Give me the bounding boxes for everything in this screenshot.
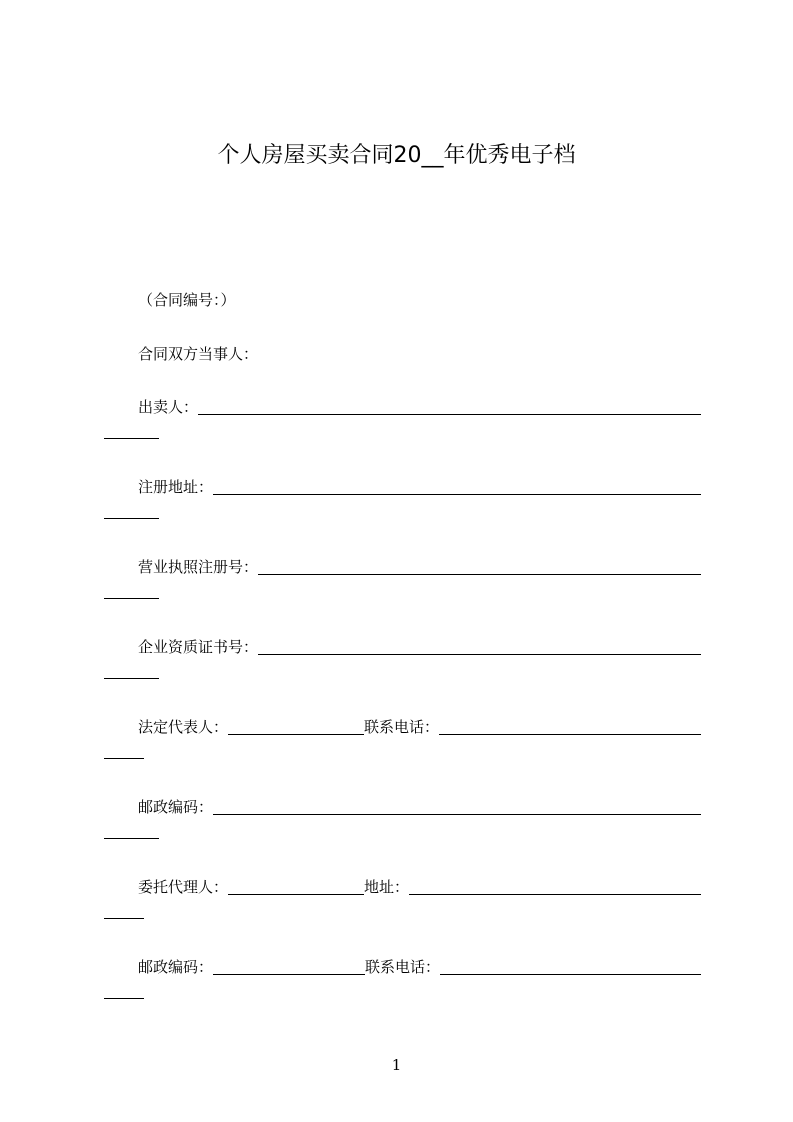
legal-rep-row xyxy=(138,717,701,737)
qualification-blank-continued[interactable] xyxy=(104,678,159,679)
reg-address-blank[interactable] xyxy=(213,478,701,495)
seller-row xyxy=(138,397,701,417)
postcode-label: 邮政编码： xyxy=(138,798,214,816)
legal-rep-label: 法定代表人： xyxy=(138,718,229,736)
agent-blank[interactable] xyxy=(228,878,364,895)
address-label: 地址： xyxy=(364,878,410,896)
agent-row xyxy=(138,877,701,897)
postcode-blank-continued[interactable] xyxy=(104,838,159,839)
phone-label: 联系电话： xyxy=(364,718,440,736)
contract-number-label: （合同编号：） xyxy=(138,291,236,309)
page-number: 1 xyxy=(391,1056,402,1074)
qualification-blank[interactable] xyxy=(258,638,701,655)
phone2-blank-continued[interactable] xyxy=(104,998,144,999)
license-blank-continued[interactable] xyxy=(104,598,159,599)
license-blank[interactable] xyxy=(258,558,701,575)
seller-blank-continued[interactable] xyxy=(104,438,159,439)
qualification-label: 企业资质证书号： xyxy=(138,638,259,656)
postcode2-blank[interactable] xyxy=(213,958,365,975)
reg-address-row xyxy=(138,477,701,497)
agent-label: 委托代理人： xyxy=(138,878,229,896)
address-blank-continued[interactable] xyxy=(104,918,144,919)
parties-heading: 合同双方当事人： xyxy=(138,345,259,363)
legal-rep-blank[interactable] xyxy=(228,718,364,735)
reg-address-blank-continued[interactable] xyxy=(104,518,159,519)
postcode-row xyxy=(138,797,701,817)
phone2-label: 联系电话： xyxy=(365,958,441,976)
postcode2-row xyxy=(138,957,701,977)
phone-blank-continued[interactable] xyxy=(104,758,144,759)
license-label: 营业执照注册号： xyxy=(138,558,259,576)
address-blank[interactable] xyxy=(409,878,701,895)
postcode2-label: 邮政编码： xyxy=(138,958,214,976)
seller-blank[interactable] xyxy=(198,398,701,415)
phone-blank[interactable] xyxy=(439,718,701,735)
reg-address-label: 注册地址： xyxy=(138,478,214,496)
license-row xyxy=(138,557,701,577)
phone2-blank[interactable] xyxy=(440,958,701,975)
seller-label: 出卖人： xyxy=(138,398,199,416)
postcode-blank[interactable] xyxy=(213,798,701,815)
qualification-row xyxy=(138,637,701,657)
document-title: 个人房屋买卖合同20__年优秀电子档 xyxy=(217,143,576,168)
